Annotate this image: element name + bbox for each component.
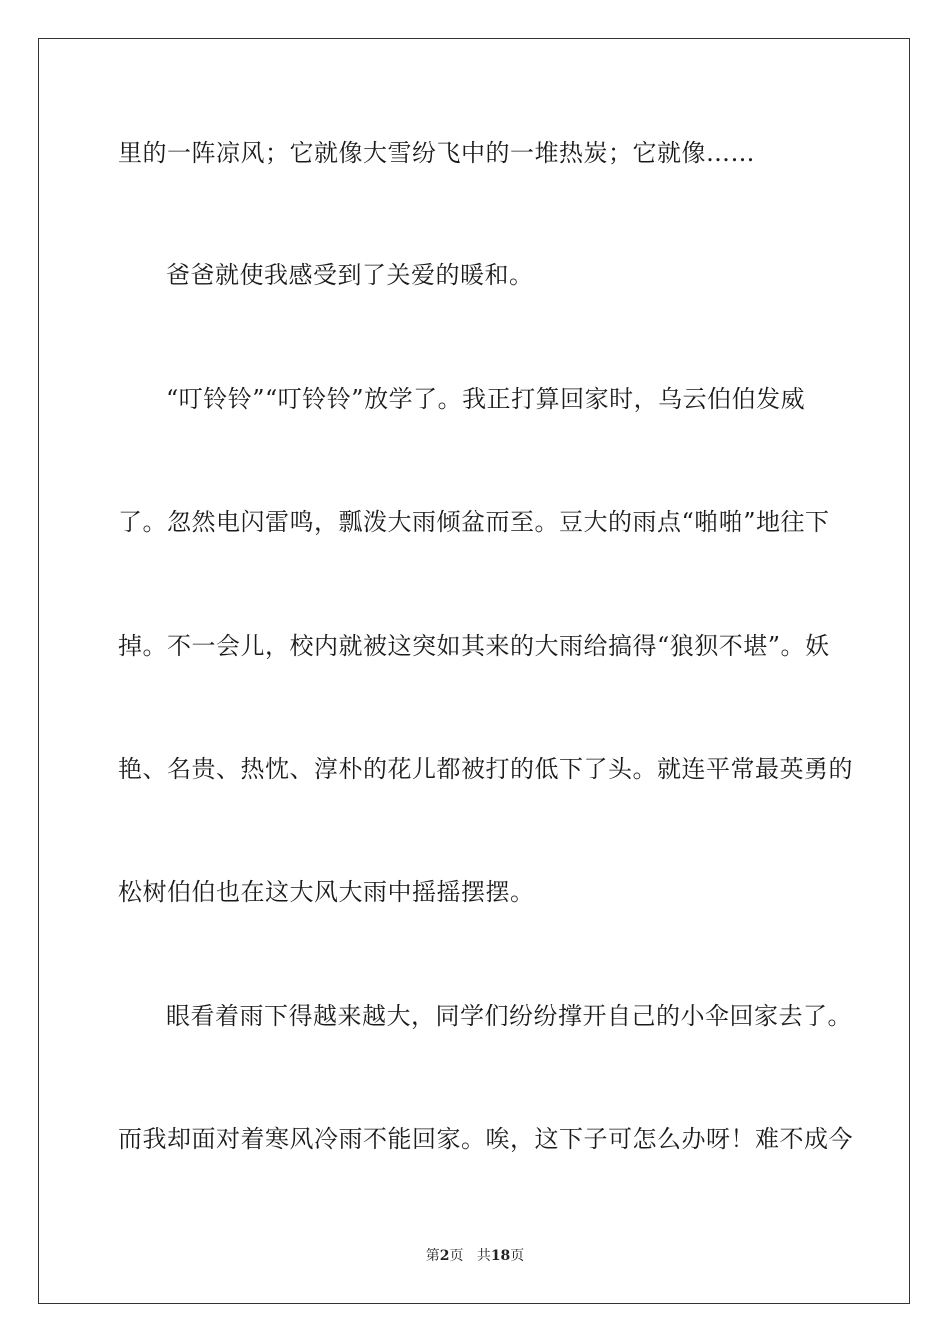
total-pages: 18 xyxy=(490,1248,511,1264)
page-number: 2 xyxy=(439,1248,450,1264)
total-prefix: 共 xyxy=(476,1248,491,1264)
text-line-5: 掉。不一会儿，校内就被这突如其来的大雨给搞得“狼狈不堪”。妖 xyxy=(118,632,830,660)
text-line-9: 而我却面对着寒风冷雨不能回家。唉，这下子可怎么办呀！难不成今 xyxy=(118,1125,853,1153)
page-prefix: 第 xyxy=(425,1248,440,1264)
text-line-4: 了。忽然电闪雷鸣，瓢泼大雨倾盆而至。豆大的雨点“啪啪”地往下 xyxy=(118,508,830,536)
total-suffix: 页 xyxy=(510,1248,525,1264)
text-line-3: “叮铃铃”“叮铃铃”放学了。我正打算回家时，乌云伯伯发威 xyxy=(166,385,806,413)
text-line-8: 眼看着雨下得越来越大，同学们纷纷撑开自己的小伞回家去了。 xyxy=(166,1002,852,1030)
page-footer xyxy=(0,1247,950,1265)
text-line-1: 里的一阵凉风；它就像大雪纷飞中的一堆热炭；它就像…… xyxy=(118,139,755,167)
text-line-7: 松树伯伯也在这大风大雨中摇摇摆摆。 xyxy=(118,878,535,906)
page-suffix: 页 xyxy=(449,1248,464,1264)
text-line-2: 爸爸就使我感受到了关爱的暖和。 xyxy=(166,261,534,289)
text-line-6: 艳、名贵、热忱、淳朴的花儿都被打的低下了头。就连平常最英勇的 xyxy=(118,755,853,783)
page-border xyxy=(38,38,910,1304)
